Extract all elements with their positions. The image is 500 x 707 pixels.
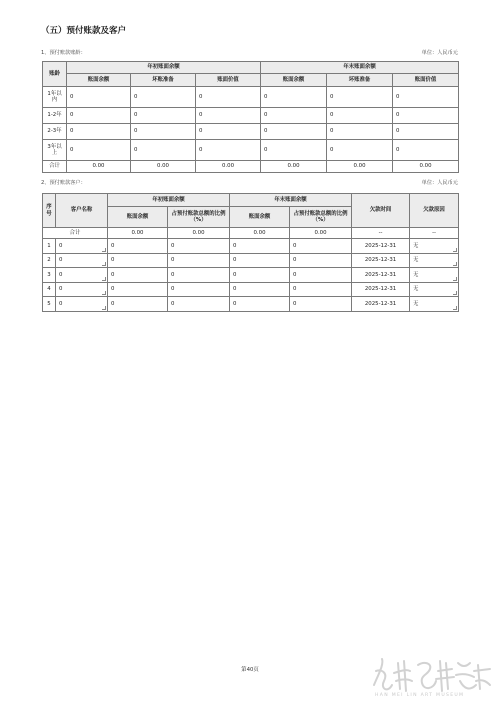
customer-name-input[interactable]: 0 [56, 253, 108, 268]
col-header: 账面价值 [196, 74, 261, 87]
value-input[interactable]: 0 [393, 140, 459, 161]
table-row [43, 124, 459, 140]
value-input[interactable]: 0 [168, 282, 230, 297]
opening-balance-group: 年初账面余额 [108, 194, 230, 207]
total-row [43, 228, 459, 239]
total-value: 0.00 [290, 228, 352, 239]
reason-header: 欠款原因 [410, 194, 459, 228]
value-input[interactable]: 0 [327, 140, 393, 161]
col-header: 账面余额 [261, 74, 327, 87]
value-input[interactable]: 0 [261, 124, 327, 140]
total-label: 合计 [43, 228, 108, 239]
value-input[interactable]: 0 [168, 239, 230, 254]
value-input[interactable]: 0 [290, 253, 352, 268]
value-input[interactable]: 0 [196, 140, 261, 161]
customers-table [42, 193, 459, 312]
value-input[interactable]: 0 [230, 268, 290, 283]
value-input[interactable]: 0 [108, 239, 168, 254]
total-value: 0.00 [67, 161, 131, 173]
table-row [43, 282, 459, 297]
total-value: 0.00 [196, 161, 261, 173]
customers-subtitle: 2、预付账款客户： [41, 180, 86, 186]
total-reason: -- [410, 228, 459, 239]
value-input[interactable]: 0 [168, 297, 230, 312]
aging-unit: 单位：人民币元 [421, 50, 458, 56]
closing-balance-group: 年末账面余额 [261, 62, 459, 74]
table-row [43, 268, 459, 283]
watermark-text: HAN MEI LIN ART MUSEUM [375, 693, 465, 698]
value-input[interactable]: 0 [327, 124, 393, 140]
value-input[interactable]: 0 [196, 108, 261, 124]
value-input[interactable]: 0 [230, 297, 290, 312]
age-label: 1年以内 [43, 87, 67, 108]
reason-input[interactable]: 无 [410, 282, 459, 297]
row-seq: 4 [43, 282, 56, 297]
col-header: 坏账准备 [131, 74, 196, 87]
ratio-header: 占预付账款总额的比例（%） [168, 207, 230, 228]
value-input[interactable]: 0 [290, 297, 352, 312]
reason-input[interactable]: 无 [410, 239, 459, 254]
table-row [43, 140, 459, 161]
aging-subtitle: 1、预付账款账龄： [41, 50, 86, 56]
value-input[interactable]: 0 [168, 268, 230, 283]
value-input[interactable]: 0 [67, 124, 131, 140]
value-input[interactable]: 0 [168, 253, 230, 268]
balance-header: 账面余额 [230, 207, 290, 228]
closing-balance-group: 年末账面余额 [230, 194, 352, 207]
total-value: 0.00 [327, 161, 393, 173]
value-input[interactable]: 0 [290, 282, 352, 297]
value-input[interactable]: 0 [131, 124, 196, 140]
customer-name-header: 客户名称 [56, 194, 108, 228]
col-header: 坏账准备 [327, 74, 393, 87]
seq-header: 序号 [43, 194, 56, 228]
value-input[interactable]: 0 [131, 140, 196, 161]
date-header: 欠款时间 [352, 194, 410, 228]
page-number: 第40页 [241, 667, 259, 673]
table-row [43, 87, 459, 108]
reason-input[interactable]: 无 [410, 297, 459, 312]
value-input[interactable]: 0 [230, 253, 290, 268]
total-label: 合计 [43, 161, 67, 173]
section-title: （五）预付账款及客户 [41, 26, 127, 36]
row-seq: 3 [43, 268, 56, 283]
value-input[interactable]: 0 [108, 268, 168, 283]
total-value: 0.00 [261, 161, 327, 173]
date-input[interactable]: 2025-12-31 [352, 297, 410, 312]
aging-table [42, 61, 459, 173]
age-label: 2-3年 [43, 124, 67, 140]
table-row [43, 297, 459, 312]
value-input[interactable]: 0 [230, 282, 290, 297]
date-input[interactable]: 2025-12-31 [352, 268, 410, 283]
customer-name-input[interactable]: 0 [56, 268, 108, 283]
value-input[interactable]: 0 [393, 124, 459, 140]
value-input[interactable]: 0 [261, 140, 327, 161]
row-seq: 5 [43, 297, 56, 312]
value-input[interactable]: 0 [393, 87, 459, 108]
total-date: -- [352, 228, 410, 239]
total-value: 0.00 [393, 161, 459, 173]
customers-unit: 单位：人民币元 [421, 180, 458, 186]
value-input[interactable]: 0 [67, 87, 131, 108]
total-value: 0.00 [131, 161, 196, 173]
value-input[interactable]: 0 [327, 87, 393, 108]
table-row [43, 239, 459, 254]
value-input[interactable]: 0 [290, 268, 352, 283]
row-seq: 1 [43, 239, 56, 254]
col-header: 账面价值 [393, 74, 459, 87]
date-input[interactable]: 2025-12-31 [352, 282, 410, 297]
value-input[interactable]: 0 [196, 124, 261, 140]
value-input[interactable]: 0 [67, 140, 131, 161]
value-input[interactable]: 0 [67, 108, 131, 124]
value-input[interactable]: 0 [131, 108, 196, 124]
total-row [43, 161, 459, 173]
value-input[interactable]: 0 [108, 282, 168, 297]
reason-input[interactable]: 无 [410, 253, 459, 268]
ratio-header: 占预付账款总额的比例（%） [290, 207, 352, 228]
total-value: 0.00 [108, 228, 168, 239]
value-input[interactable]: 0 [261, 87, 327, 108]
table-row [43, 253, 459, 268]
value-input[interactable]: 0 [290, 239, 352, 254]
table-row [43, 108, 459, 124]
value-input[interactable]: 0 [196, 87, 261, 108]
age-label: 1-2年 [43, 108, 67, 124]
value-input[interactable]: 0 [393, 108, 459, 124]
customer-name-input[interactable]: 0 [56, 282, 108, 297]
value-input[interactable]: 0 [261, 108, 327, 124]
col-header: 账面余额 [67, 74, 131, 87]
row-seq: 2 [43, 253, 56, 268]
date-input[interactable]: 2025-12-31 [352, 253, 410, 268]
total-value: 0.00 [230, 228, 290, 239]
total-value: 0.00 [168, 228, 230, 239]
date-input[interactable]: 2025-12-31 [352, 239, 410, 254]
value-input[interactable]: 0 [108, 253, 168, 268]
customer-name-input[interactable]: 0 [56, 297, 108, 312]
value-input[interactable]: 0 [108, 297, 168, 312]
age-label: 3年以上 [43, 140, 67, 161]
age-header: 账龄 [43, 62, 67, 87]
value-input[interactable]: 0 [327, 108, 393, 124]
value-input[interactable]: 0 [230, 239, 290, 254]
balance-header: 账面余额 [108, 207, 168, 228]
value-input[interactable]: 0 [131, 87, 196, 108]
opening-balance-group: 年初账面余额 [67, 62, 261, 74]
customer-name-input[interactable]: 0 [56, 239, 108, 254]
reason-input[interactable]: 无 [410, 268, 459, 283]
